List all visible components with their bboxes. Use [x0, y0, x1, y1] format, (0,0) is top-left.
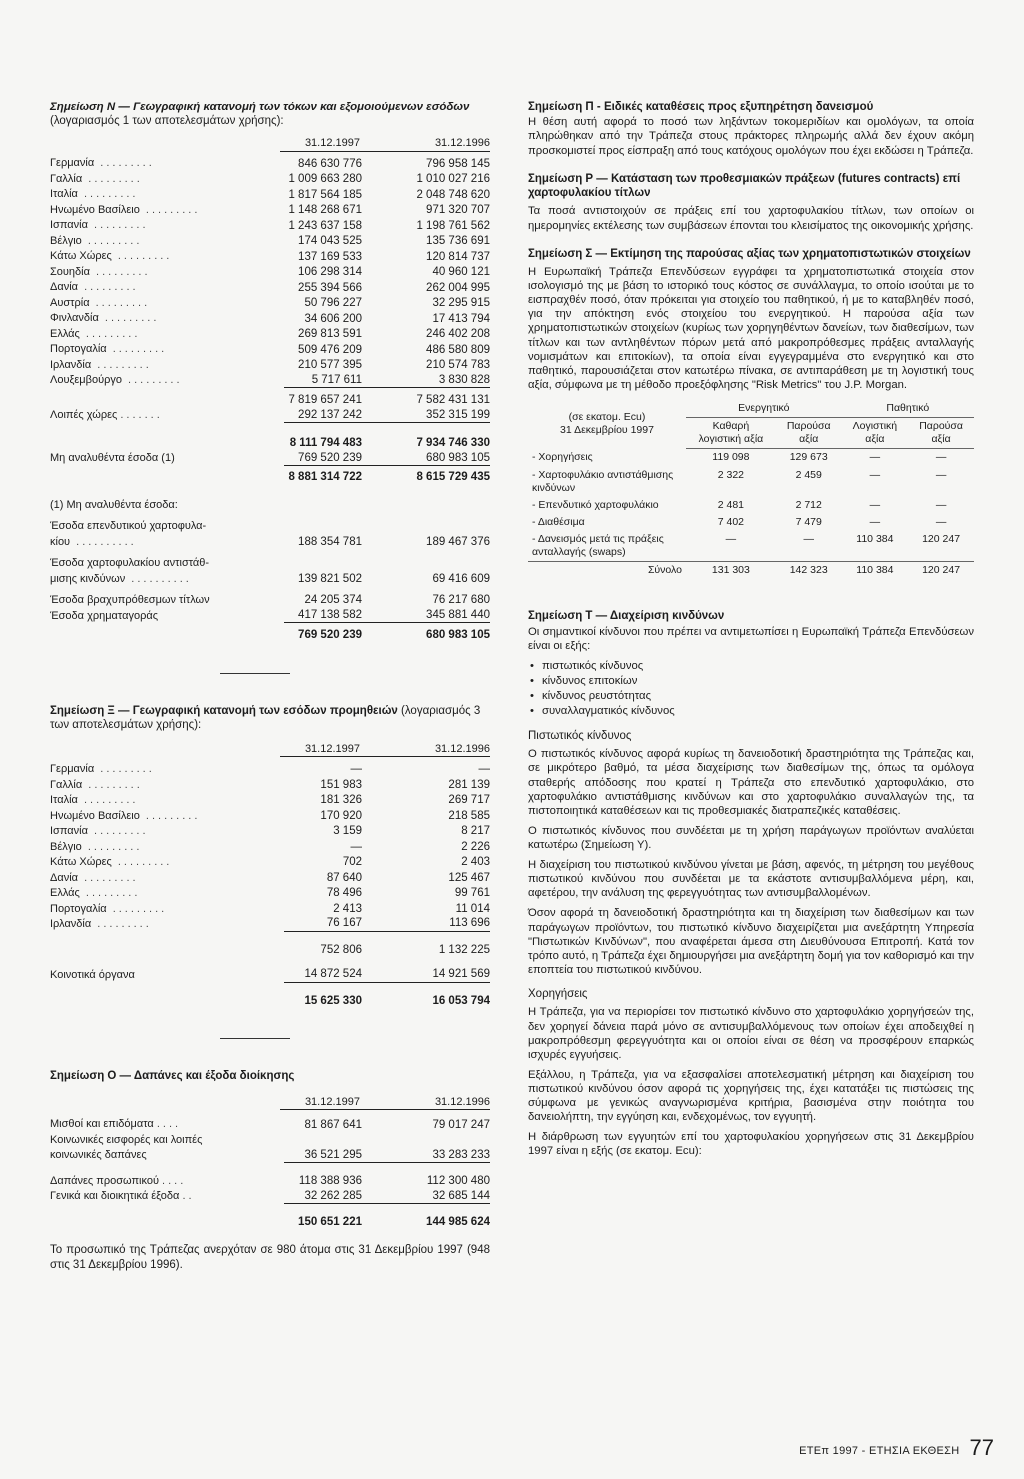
note-n-row-label: Φινλανδία	[50, 312, 99, 325]
note-xi-row-v1: 151 983	[320, 778, 362, 791]
note-n-unallocated-row	[50, 451, 490, 467]
note-t-sub1: Πιστωτικός κίνδυνος	[528, 730, 632, 742]
note-n-row-v2: 135 736 691	[426, 235, 490, 248]
note-n-row-v2: 796 958 145	[426, 157, 490, 170]
note-xi-row-v2: 113 696	[362, 916, 490, 931]
note-xi-row-label: Κάτω Χώρες	[50, 856, 112, 868]
note-xi-row-v1: 87 640	[326, 871, 362, 884]
note-o	[50, 1069, 490, 1272]
note-n-row-label: Κάτω Χώρες	[50, 250, 112, 263]
fv-row	[528, 531, 974, 562]
note-xi-row-label: Γερμανία	[50, 763, 95, 775]
note-n-row-v2: 1 198 761 562	[416, 219, 490, 232]
fv-body	[528, 449, 974, 562]
note-n-total-row	[50, 435, 490, 451]
fv-h1: Καθαρή λογιστική αξία	[686, 418, 776, 449]
fv-row-c3: —	[869, 498, 881, 511]
note-xi-subtotal-row	[50, 942, 490, 958]
note-xi-row-v2: —	[478, 763, 490, 776]
note-o-date-head	[50, 1096, 490, 1111]
note-n-title-rest: (λογαριασμός 1 των αποτελεσμάτων χρήσης):	[50, 115, 284, 128]
note-o-personnel-label: Δαπάνες προσωπικού	[50, 1174, 159, 1187]
note-xi-row-label: Πορτογαλία	[50, 902, 107, 915]
fv-row-c2: 2 459	[795, 468, 822, 481]
fv-h4: Παρούσα αξία	[908, 418, 974, 449]
bullet-item: • κίνδυνος ρευστότητας	[528, 689, 974, 704]
bullet-item: • συναλλαγματικός κίνδυνος	[528, 704, 974, 719]
note-n-row-v1: 509 476 209	[298, 343, 362, 356]
note-o-personnel-v1: 118 388 936	[298, 1175, 362, 1187]
fv-total-label: Σύνολο	[528, 562, 686, 580]
note-xi-date-head	[50, 743, 490, 758]
note-n-row-v1: 210 577 395	[298, 359, 362, 372]
note-t-p1: Ο πιστωτικός κίνδυνος αφορά κυρίως τη δανειοδοτική δραστηριότητα της Τράπεζας και, σε μικρότερο βαθμό, τα μέσα διαχείρισης των διαθεσίμων της, όπως τα ομόλογα σταθερής απόδοσης που κρατεί η Τράπεζα στο επενδυτικό χαρτοφυλάκιο, στο χαρτοφυλάκιο αντιστάθμισης κινδύνων και στο χαρτοφυλάκιο συναλλαγών της, τα πιστοποιητικά καταθέσεων και τις προθεσμιακές διατραπεζικές καταθέσεις.	[528, 748, 974, 817]
note-n-row-v2: 2 048 748 620	[416, 188, 490, 201]
note-n-row: Γερμανία ......... 846 630 776 796 958 145	[50, 157, 490, 170]
note-n-row-v1: 846 630 776	[298, 157, 362, 170]
note-r-title: Σημείωση Ρ — Κατάσταση των προθεσμιακών πράξεων (futures contracts) επί χαρτοφυλακίου τίτλων	[528, 172, 961, 200]
note-t-p3: Η διαχείριση του πιστωτικού κινδύνου γίνεται με βάση, αφενός, τη μέτρηση του μεγέθους πιστωτικού κινδύνου που συνδέεται με τα εκάστοτε αντισυμβαλλόμενα μέρη, και, αφετέρου, την ανάλυση της φερεγγυότητας των αντισυμβαλλομένων.	[528, 859, 974, 900]
footer-text: ΕΤΕπ 1997 - ΕΤΗΣΙΑ ΕΚΘΕΣΗ	[799, 1445, 960, 1458]
note-n-row: Γαλλία ......... 1 009 663 280 1 010 027 216	[50, 172, 490, 186]
note-o-col1: 31.12.1997	[280, 1096, 360, 1111]
note-o-total-v2: 144 985 624	[426, 1216, 490, 1228]
note-t-p4: Όσον αφορά τη δανειοδοτική δραστηριότητα και τη διαχείριση των διαθεσίμων και των παράγωγων προϊόντων, του πιστωτικό κίνδυνο διαχειρίζεται μια ανεξάρτητη Υπηρεσία "Πιστωτικών Κινδύνων", που αναφέρεται άμεσα στη Διευθύνουσα Επιτροπή. Κατά τον τρόπο αυτό, η Τράπεζα έχει δημιουργήσει μια ανεξάρτητη δομή για τον καθορισμό και την εποπτεία του πιστωτικού κινδύνου.	[528, 907, 974, 976]
note-xi-title-rest: (λογαριασμός 3 των αποτελεσμάτων χρήσης):	[50, 704, 481, 732]
fv-total-c3: 110 384	[842, 562, 909, 580]
note-n-row-v1: 1 009 663 280	[288, 173, 362, 186]
fv-row-c1: 2 481	[717, 498, 745, 511]
note-n-row: Αυστρία ......... 50 796 227 32 295 915	[50, 296, 490, 310]
note-n-grand-v1: 8 881 314 722	[288, 471, 362, 484]
note-n-row-v2: 262 004 995	[426, 281, 490, 294]
note-xi-total-row	[50, 993, 490, 1009]
note-o-salaries-row: Μισθοί και επιδόματα .... 81 867 641 79 017 247	[50, 1118, 490, 1131]
note-n-row-label: Ιρλανδία	[50, 358, 92, 371]
note-o-social-l1: Κοινωνικές εισφορές και λοιπές	[50, 1133, 203, 1146]
note-n-subtotal-v2: 7 582 431 131	[416, 394, 490, 407]
note-xi-row: Δανία ......... 87 640 125 467	[50, 871, 490, 884]
note-xi-rows	[50, 761, 490, 932]
fv-row-c1: 119 098	[712, 451, 750, 464]
note-p	[528, 100, 974, 158]
note-n-row: Φινλανδία ......... 34 606 200 17 413 794	[50, 312, 490, 325]
note-xi	[50, 704, 490, 1009]
fv-h2: Παρούσα αξία	[776, 418, 842, 449]
note-n-footnote2-row	[50, 592, 490, 608]
fv-row-c4: —	[935, 468, 947, 481]
note-n-row: Ηνωμένο Βασίλειο ......... 1 148 268 671 971 320 707	[50, 203, 490, 217]
note-o-salaries-v1: 81 867 641	[304, 1118, 362, 1131]
note-n	[50, 100, 490, 643]
note-xi-row: Κάτω Χώρες ......... 702 2 403	[50, 856, 490, 869]
note-n-total-v2: 7 934 746 330	[416, 437, 490, 450]
note-n-rows	[50, 156, 490, 389]
note-r	[528, 172, 974, 233]
fv-row-label: - Επενδυτικό χαρτοφυλάκιο	[532, 498, 659, 511]
note-n-row-label: Σουηδία	[50, 265, 90, 278]
note-xi-row-v1: 181 326	[320, 794, 362, 807]
note-xi-row-label: Ιρλανδία	[50, 918, 92, 930]
note-n-footnote-row-l1: Έσοδα επενδυτικού χαρτοφυλα-	[50, 520, 207, 532]
fv-row-c3: —	[869, 451, 881, 464]
note-s-title: Σημείωση Σ — Εκτίμηση της παρούσας αξίας των χρηματοπιστωτικών στοιχείων	[528, 247, 971, 260]
fv-row	[528, 467, 974, 497]
note-n-unallocated-v2: 680 983 105	[362, 451, 490, 466]
note-n-row-v1: 255 394 566	[298, 281, 362, 294]
note-xi-row-v2: 218 585	[448, 809, 490, 822]
note-o-total-v1: 150 651 221	[298, 1216, 362, 1228]
note-xi-row: Πορτογαλία ......... 2 413 11 014	[50, 902, 490, 915]
note-n-row-label: Αυστρία	[50, 296, 90, 309]
note-xi-row-v1: 76 167	[284, 916, 362, 931]
fv-row-c3: —	[869, 468, 881, 481]
note-n-unallocated-v1: 769 520 239	[284, 451, 362, 466]
note-t-bullets	[528, 659, 974, 719]
note-n-row-v1: 174 043 525	[298, 235, 362, 248]
note-n-footnote2-row-v1: 24 205 374	[304, 594, 362, 607]
note-n-row-v1: 106 298 314	[298, 266, 362, 279]
fv-corner-l1: (σε εκατομ. Ecu)	[568, 411, 646, 424]
fv-row-label: - Χαρτοφυλάκιο αντιστάθμισης κινδύνων	[532, 468, 674, 494]
note-xi-row-v2: 99 761	[454, 887, 490, 900]
fv-row	[528, 514, 974, 531]
note-n-row-label: Δανία	[50, 281, 79, 294]
fv-row-c4: —	[935, 515, 947, 528]
note-xi-row: Γαλλία ......... 151 983 281 139	[50, 778, 490, 791]
note-n-subtotal-v1: 7 819 657 241	[288, 394, 362, 407]
note-t-p5: Η Τράπεζα, για να περιορίσει τον πιστωτικό κίνδυνο στο χαρτοφυλάκιο χορηγήσεών της, δεν χορηγεί δάνεια παρά μόνο σε αντισυμβαλλόμενους των οποίων έχει αποδειχθεί η μακροπρόθεσμη φερεγγυότητα και οι οποίοι είναι σε θέση να προσφέρουν επαρκώς ισχυρές εγγυήσεις.	[528, 1006, 974, 1061]
note-xi-row-v1: 3 159	[333, 825, 362, 838]
fv-row-c1: 2 322	[717, 468, 745, 481]
note-o-social-label: κοινωνικές δαπάνες	[50, 1149, 147, 1162]
note-n-row: Ιταλία ......... 1 817 564 185 2 048 748 620	[50, 188, 490, 201]
note-n-title: Σημείωση Ν — Γεωγραφική κατανομή των τόκων και εξομοιούμενων εσόδων	[50, 101, 470, 113]
note-t-p2: Ο πιστωτικός κίνδυνος που συνδέεται με τη χρήση παράγωγων προϊόντων αναλύεται κατωτέρω (Σημείωση Υ).	[528, 824, 974, 852]
note-o-personnel-v2: 112 300 480	[426, 1175, 490, 1187]
note-n-footnote-total-row	[50, 627, 490, 643]
note-xi-row-label: Γαλλία	[50, 778, 83, 791]
fv-row-c2: 129 673	[789, 451, 828, 464]
note-n-footnote-rows2	[50, 592, 490, 623]
note-o-social-v1: 36 521 295	[284, 1148, 362, 1163]
note-n-row: Ιρλανδία ......... 210 577 395 210 574 783	[50, 358, 490, 372]
note-n-row-v1: 1 817 564 185	[288, 188, 362, 201]
note-n-footnote-title: (1) Μη αναλυθέντα έσοδα:	[50, 498, 178, 511]
fv-total-c1: 131 303	[686, 562, 776, 580]
note-xi-row-v1: 78 496	[326, 887, 362, 900]
note-n-footnote2-row	[50, 608, 490, 624]
note-n-other-row: Λοιπές χώρες ....... 292 137 242 352 315 199	[50, 408, 490, 422]
note-n-row-label: Ισπανία	[50, 219, 88, 232]
note-n-row-label: Ιταλία	[50, 188, 78, 201]
note-xi-row-v1: 702	[342, 856, 362, 869]
note-n-grand-v2: 8 615 729 435	[416, 471, 490, 484]
note-xi-row-v1: 170 920	[320, 809, 362, 822]
note-n-row: Σουηδία ......... 106 298 314 40 960 121	[50, 265, 490, 279]
note-xi-subtotal-v1: 752 806	[320, 943, 362, 956]
fv-row-c4: 120 247	[922, 533, 961, 546]
note-o-salaries-v2: 79 017 247	[432, 1118, 490, 1131]
note-n-row-v2: 246 402 208	[426, 328, 490, 341]
note-n-footnote-row: κίου .......... 188 354 781 189 467 376	[50, 535, 490, 548]
note-o-title: Σημείωση Ο — Δαπάνες και έξοδα διοίκησης	[50, 1070, 295, 1083]
note-n-row-v1: 34 606 200	[304, 312, 362, 325]
left-column	[50, 100, 490, 1278]
note-xi-row-v2: 269 717	[448, 794, 490, 807]
note-n-row-v2: 1 010 027 216	[416, 173, 490, 186]
note-t	[528, 609, 974, 1158]
note-xi-row-v2: 281 139	[448, 778, 490, 791]
note-xi-row-label: Βέλγιο	[50, 840, 82, 853]
note-n-footnote2-row-v1: 417 138 582	[284, 608, 362, 623]
note-xi-row: Ελλάς ......... 78 496 99 761	[50, 887, 490, 900]
note-n-row-label: Βέλγιο	[50, 234, 82, 247]
note-xi-community-v2: 14 921 569	[362, 967, 490, 982]
note-xi-subtotal-v2: 1 132 225	[438, 943, 490, 956]
note-s-text: Η Ευρωπαϊκή Τράπεζα Επενδύσεων εγγράφει τα χρηματοπιστωτικά στοιχεία στον ισολογισμό της με βάση το ιστορικό τους κόστος σε συνάλλαγμα, το οποίο ισούται με το εισπραχθέν ποσό, όταν πρόκειται για στοιχείο του παθητικού, ή με το καταβληθέν ποσό, για την απόκτηση ενός στοιχείου του ενεργητικού. Η παρούσα αξία των χρηματοπιστωτικών στοιχείων (κυρίως των χορηγηθέντων δανείων, των διαθεσίμων, των τίτλων και των αντληθέντων πόρων μετά από μακροπρόθεσμες πράξεις ανταλλαγής νομισμάτων και επιτοκίων), τα οποία είναι εγγεγραμμένα στο ενεργητικό και στο παθητικό, παρουσιάζεται στον κατωτέρω πίνακα, σε αντιπαράθεση με τη λογιστική τους αξία, σύμφωνα με τη μέθοδο προεξόφλησης "Risk Metrics" του J.P. Morgan.	[528, 266, 974, 391]
fv-row-label: - Διαθέσιμα	[532, 515, 585, 528]
note-xi-row: Γερμανία ......... — —	[50, 763, 490, 776]
note-n-unallocated-label: Μη αναλυθέντα έσοδα (1)	[50, 452, 175, 465]
fv-row-label: - Δανεισμός μετά τις πράξεις ανταλλαγής (swaps)	[532, 533, 664, 559]
note-xi-row-v1: —	[350, 763, 362, 776]
note-xi-row: Ηνωμένο Βασίλειο ......... 170 920 218 585	[50, 809, 490, 822]
note-n-row: Πορτογαλία ......... 509 476 209 486 580 809	[50, 343, 490, 356]
note-n-other-label: Λοιπές χώρες	[50, 409, 118, 422]
note-n-row: Ισπανία ......... 1 243 637 158 1 198 761 562	[50, 219, 490, 232]
note-n-row-v2: 971 320 707	[426, 204, 490, 217]
note-n-footnote2-row-v2: 345 881 440	[362, 608, 490, 623]
note-t-p7: Η διάρθρωση των εγγυητών επί του χαρτοφυλακίου χορηγήσεων στις 31 Δεκεμβρίου 1997 είναι η εξής (σε εκατομ. Ecu):	[528, 1131, 974, 1158]
note-p-title: Σημείωση Π - Ειδικές καταθέσεις προς εξυπηρέτηση δανεισμού	[528, 101, 874, 113]
note-xi-row-v1: —	[350, 840, 362, 853]
note-xi-row-v2: 2 226	[461, 840, 490, 853]
note-o-general-v2: 32 685 144	[362, 1189, 490, 1204]
note-xi-row: Ισπανία ......... 3 159 8 217	[50, 825, 490, 838]
note-s	[528, 247, 974, 580]
note-t-p6: Εξάλλου, η Τράπεζα, για να εξασφαλίσει αποτελεσματική μέτρηση και διαχείριση του πιστωτικού κινδύνου όσον αφορά τις χορηγήσεις της, έχει κατατάξει τις πιστώσεις της σύμφωνα με γενικώς αναγνωρισμένα κριτήρια, βασισμένα στην ποιότητα του δανειολήπτη, την εγγύηση και, ενδεχομένως, τον εγγυητή.	[528, 1068, 974, 1124]
fv-row-c2: 7 479	[795, 515, 822, 528]
note-n-footnote-v2: 189 467 376	[426, 535, 490, 548]
fv-row-c3: 110 384	[856, 533, 894, 546]
note-n-footnote-total-v2: 680 983 105	[426, 629, 490, 642]
note-t-title: Σημείωση Τ — Διαχείριση κινδύνων	[528, 610, 725, 623]
bullet-item: • πιστωτικός κίνδυνος	[528, 659, 974, 674]
note-n-subtotal-row	[50, 392, 490, 408]
note-xi-row: Ιρλανδία ......... 76 167 113 696	[50, 917, 490, 930]
fv-row-c4: —	[935, 498, 947, 511]
note-n-row: Λουξεμβούργο ......... 5 717 611 3 830 828	[50, 373, 490, 387]
note-n-footnote-v1: 188 354 781	[298, 535, 362, 548]
note-o-staff-text: Το προσωπικό της Τράπεζας ανερχόταν σε 980 άτομα στις 31 Δεκεμβρίου 1997 (948 στις 31 Δεκεμβρίου 1996).	[50, 1244, 490, 1271]
fv-row-c1: 7 402	[717, 515, 745, 528]
fv-total-row	[528, 562, 974, 580]
fv-row-c2: 2 712	[795, 498, 822, 511]
fv-row-c3: —	[869, 515, 881, 528]
note-n-footnote-row: μισης κινδύνων .......... 139 821 502 69 416 609	[50, 572, 490, 585]
fv-liabilities-head: Παθητικό	[842, 400, 974, 418]
note-n-total-v1: 8 111 794 483	[289, 437, 362, 450]
note-xi-row-v2: 2 403	[461, 856, 490, 869]
fv-h3: Λογιστική αξία	[842, 418, 909, 449]
note-p-text: Η θέση αυτή αφορά το ποσό των ληξάντων τοκομεριδίων και ομολόγων, τα οποία πληρώθηκαν από την Τράπεζα στους πράκτορες πληρωμής αλλά δεν έχουν ακόμη προσκομιστεί προς είσπραξη από τους κατόχους ομολόγων που έχει εκδώσει η Τράπεζα.	[528, 116, 974, 157]
note-n-row: Βέλγιο ......... 174 043 525 135 736 691	[50, 234, 490, 248]
note-xi-total-v2: 16 053 794	[432, 994, 490, 1007]
note-o-social-v2: 33 283 233	[362, 1148, 490, 1163]
note-xi-row-v2: 11 014	[455, 902, 490, 915]
note-xi-row-label: Ισπανία	[50, 825, 88, 837]
note-n-other-v2: 352 315 199	[362, 408, 490, 423]
note-n-date-head	[50, 137, 490, 152]
note-xi-row-label: Ηνωμένο Βασίλειο	[50, 809, 140, 822]
separator	[220, 1038, 290, 1039]
note-n-row-label: Γερμανία	[50, 157, 95, 170]
note-n-row-label: Γαλλία	[50, 172, 83, 185]
fv-row	[528, 449, 974, 467]
note-n-row-v1: 1 148 268 671	[288, 204, 362, 217]
note-t-sub2: Χορηγήσεις	[528, 988, 588, 1001]
note-xi-total-v1: 15 625 330	[304, 994, 362, 1007]
note-n-row-v1: 137 169 533	[298, 250, 362, 263]
note-n-grand-row	[50, 469, 490, 485]
separator	[220, 673, 290, 674]
note-n-row-v1: 269 813 591	[298, 328, 362, 341]
note-xi-row-label: Ελλάς	[50, 887, 80, 899]
fair-value-table	[528, 400, 974, 579]
note-n-row-v2: 3 830 828	[362, 373, 490, 388]
note-n-row-label: Λουξεμβούργο	[50, 374, 122, 387]
note-n-footnote2-row-label: Έσοδα βραχυπρόθεσμων τίτλων	[50, 594, 210, 606]
right-column	[528, 100, 974, 1164]
page-footer	[799, 1437, 994, 1459]
note-o-general-row: Γενικά και διοικητικά έξοδα .. 32 262 285 32 685 144	[50, 1189, 490, 1203]
note-n-row-v1: 50 796 227	[304, 297, 362, 310]
note-o-general-v1: 32 262 285	[284, 1189, 362, 1204]
note-n-row-label: Ελλάς	[50, 327, 80, 340]
note-n-row-v2: 32 295 915	[432, 297, 490, 310]
note-xi-row-label: Δανία	[50, 871, 79, 884]
page-number: 77	[969, 1435, 994, 1460]
fv-total-c2: 142 323	[776, 562, 842, 580]
note-o-social-row	[50, 1147, 490, 1163]
note-n-other-v1: 292 137 242	[284, 408, 362, 423]
note-xi-row: Ιταλία ......... 181 326 269 717	[50, 794, 490, 807]
note-n-row-v1: 5 717 611	[284, 373, 362, 388]
note-xi-row-label: Ιταλία	[50, 794, 78, 806]
fv-row-label: - Χορηγήσεις	[532, 450, 593, 463]
note-n-row-label: Ηνωμένο Βασίλειο	[50, 203, 140, 216]
note-xi-title: Σημείωση Ξ — Γεωγραφική κατανομή των εσόδων προμηθειών	[50, 704, 398, 717]
note-n-footnote2-row-label: Έσοδα χρηματαγοράς	[50, 609, 159, 622]
note-t-intro: Οι σημαντικοί κίνδυνοι που πρέπει να αντιμετωπίσει η Ευρωπαϊκή Τράπεζα Επενδύσεων είναι οι εξής:	[528, 625, 974, 652]
note-xi-row-v2: 125 467	[448, 871, 490, 884]
note-n-row-v1: 1 243 637 158	[288, 219, 362, 232]
note-n-row-label: Πορτογαλία	[50, 343, 107, 356]
note-n-row: Δανία ......... 255 394 566 262 004 995	[50, 281, 490, 294]
note-n-row-v2: 486 580 809	[426, 343, 490, 356]
fv-row-c4: —	[935, 451, 947, 464]
note-n-footnote-row-l1: Έσοδα χαρτοφυλακίου αντιστάθ-	[50, 557, 210, 569]
note-r-text: Τα ποσά αντιστοιχούν σε πράξεις επί του χαρτοφυλακίου τίτλων, των οποίων οι ημερομηνίες εκτέλεσης των συμβάσεων έπονται του κλεισίματος της οικονομικής χρήσης.	[528, 205, 974, 232]
note-xi-community-v1: 14 872 524	[284, 967, 362, 982]
note-n-row: Κάτω Χώρες ......... 137 169 533 120 814 737	[50, 250, 490, 263]
note-xi-community-row	[50, 967, 490, 983]
note-n-row-v2: 40 960 121	[432, 266, 490, 279]
note-n-row-v2: 17 413 794	[432, 312, 490, 325]
note-n-footnote-v2: 69 416 609	[432, 572, 490, 585]
note-xi-row-v2: 8 217	[461, 825, 490, 838]
note-n-col2: 31.12.1996	[360, 137, 490, 152]
note-o-total-row	[50, 1214, 490, 1230]
note-o-general-label: Γενικά και διοικητικά έξοδα	[50, 1190, 180, 1203]
note-xi-col2: 31.12.1996	[360, 743, 490, 758]
note-n-footnote-total-v1: 769 520 239	[298, 629, 362, 642]
note-n-row-v2: 120 814 737	[426, 250, 490, 263]
fv-assets-head: Ενεργητικό	[686, 400, 842, 418]
fv-row-c2: —	[803, 533, 814, 546]
fv-row-c1: —	[725, 533, 737, 546]
note-o-col2: 31.12.1996	[360, 1096, 490, 1111]
note-n-col1: 31.12.1997	[280, 137, 360, 152]
note-xi-row-v1: 2 413	[333, 902, 362, 915]
fv-header-row-1	[528, 400, 974, 418]
fv-row	[528, 497, 974, 514]
note-xi-row: Βέλγιο ......... — 2 226	[50, 840, 490, 853]
fv-corner-l2: 31 Δεκεμβρίου 1997	[560, 424, 654, 437]
fv-total-c4: 120 247	[908, 562, 974, 580]
bullet-item: • κίνδυνος επιτοκίων	[528, 674, 974, 689]
note-n-footnote2-row-v2: 76 217 680	[432, 594, 490, 607]
note-n-row-v2: 210 574 783	[426, 359, 490, 372]
note-xi-community-label: Κοινοτικά όργανα	[50, 969, 135, 981]
note-xi-col1: 31.12.1997	[280, 743, 360, 758]
note-n-row: Ελλάς ......... 269 813 591 246 402 208	[50, 327, 490, 341]
note-o-personnel-row: Δαπάνες προσωπικού .... 118 388 936 112 300 480	[50, 1174, 490, 1187]
note-o-salaries-label: Μισθοί και επιδόματα	[50, 1118, 154, 1131]
note-n-footnote-rows	[50, 518, 490, 586]
note-n-footnote-v1: 139 821 502	[298, 572, 362, 585]
